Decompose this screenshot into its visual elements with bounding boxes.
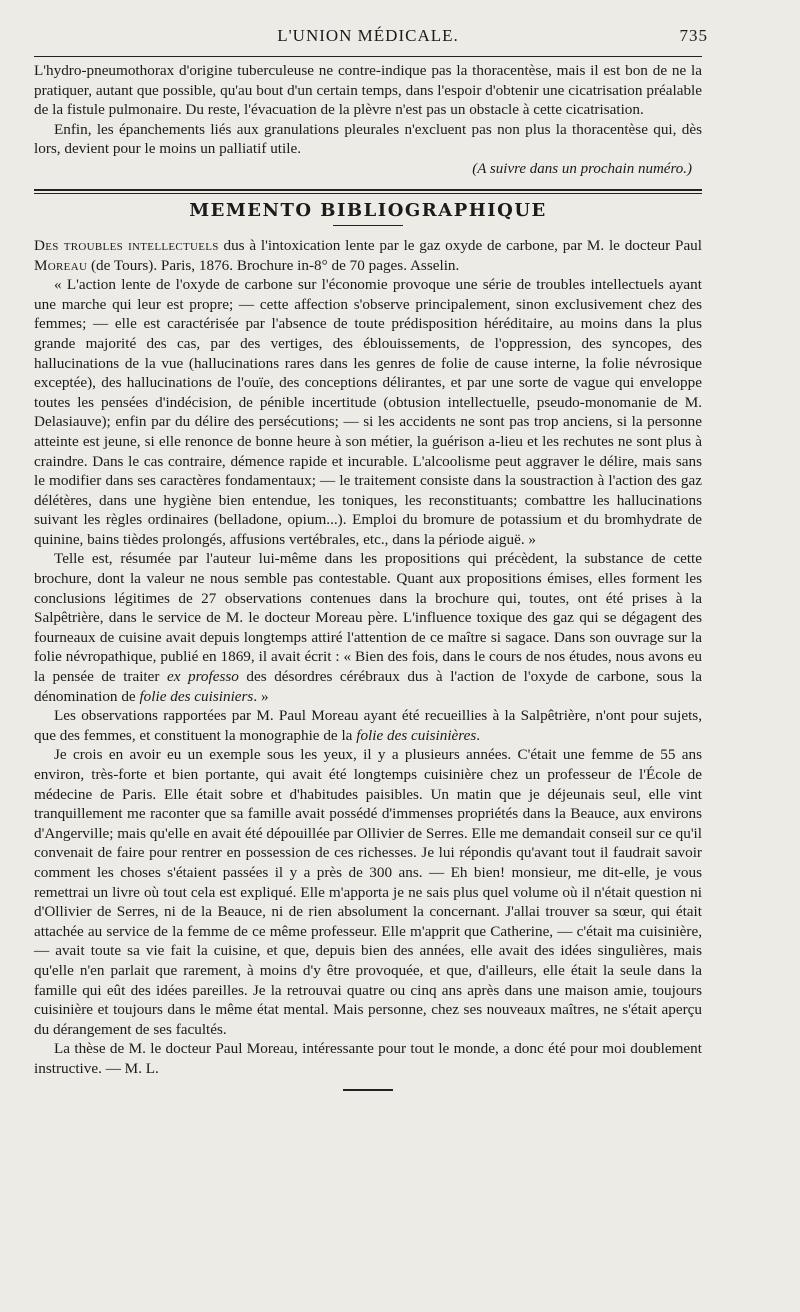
review-text <box>34 236 702 1079</box>
closing-rule <box>343 1089 393 1091</box>
entry-author: Moreau <box>34 256 88 274</box>
entry-title-lead: Des troubles intellectuels <box>34 236 219 254</box>
to-be-continued-note: (A suivre dans un prochain numéro.) <box>472 160 692 177</box>
review-p2-text-c: . » <box>253 687 269 705</box>
review-quote: « L'action lente de l'oxyde de carbone sur l'économie provoque une série de troubles intellectuels ayant une marche qui leur est propre; — cette affection s'observe principalement, sinon exclusivement chez des femmes; — elle est caractérisée par l'absence de toute prédisposition héréditaire, au moins dans la plus grande majorité des cas, par des vertiges, des éblouissements, de l'oppression, des syncopes, des hallucinations de la vue (hallucinations rares dans les genres de folie de cause interne, la folie névrosique exceptée), des hallucinations de l'ouïe, des conceptions délirantes, et par une sorte de vague qui enveloppe toutes les pensées d'indécision, de pénible incertitude (obtusion intellectuelle, pseudo-monomanie de M. Delasiauve); enfin par du délire des persécutions; — si les accidents ne sont pas trop anciens, si la personne atteinte est jeune, si elle renonce de bonne heure à son métier, la guérison a-lieu et les rechutes ne sont plus à craindre. Dans le cas contraire, démence rapide et incurable. L'alcoolisme peut aggraver le délire, mais sans le modifier dans ses caractères fondamentaux; — le traitement consiste dans la soustraction à l'action des gaz délétères, dans une hygiène bien entendue, les toniques, les reconstituants; combattre les hallucinations suivant les règles ordinaires (belladone, opium...). Emploi du bromure de potassium et du bromhydrate de quinine, bains tièdes prolongés, affusions vertébrales, etc., dans la période aiguë. » <box>34 276 702 548</box>
review-p2-text-a: Telle est, résumée par l'auteur lui-même dans les propositions qui précèdent, la substance de cette brochure, dont la valeur ne nous semble pas contestable. Quant aux propositions émises, elles forment les conclusions légitimes de 27 observations contenues dans la brochure qui, toutes, ont été prises à la Salpêtrière, dans le service de M. le docteur Moreau père. L'influence toxique des gaz qui se dégagent des fourneaux de cuisine avait depuis longtemps attiré l'attention de ce maître si sagace. Dans son ouvrage sur la folie névropathique, publié en 1869, il avait écrit : « Bien des fois, dans le cours de nos études, nous avons eu la pensée de traiter <box>34 550 702 686</box>
review-paragraph-4: Je crois en avoir eu un exemple sous les yeux, il y a plusieurs années. C'était une femme de 55 ans environ, très-forte et bien portante, qui avait été longtemps cuisinière chez un professeur de l'École de médecine de Paris. Elle était sobre et d'habitudes paisibles. Un matin que je déjeunais seul, elle vint tranquillement me raconter que sa famille avait possédé d'immenses propriétés dans la Beauce, aux environs d'Angerville; mais qu'elle en avait été dépouillée par Ollivier de Serres. Elle me demandait conseil sur ce qu'il convenait de faire pour rentrer en possession de ces richesses. Je lui répondis qu'avant tout il faudrait savoir comment les choses s'étaient passées il y a près de 300 ans. — Eh bien! monsieur, me dit-elle, je vous remettrai un livre où tout cela est expliqué. Elle m'apporta je ne sais plus quel volume où il n'était question ni d'Ollivier de Serres, ni de la Beauce, ni de rien absolument la concernant. J'allai trouver sa sœur, qui était attachée au service de la femme de ce même professeur. Elle m'apprit que Catherine, — c'était ma cuisinière, — avait toute sa vie fait la cuisine, et que, depuis bien des années, elle avait des idées singulières, mais qu'elle n'en parlait que rarement, à moins d'y être provoquée, et que, d'ailleurs, elle était la seule dans la famille qui eût des idées pareilles. Je la retrouvai quatre ou cinq ans après dans une maison amie, toujours cuisinière et toujours dans le même état mental. Mais personne, chez ses nouveaux maîtres, ne s'était aperçu du dérangement de ses facultés. <box>34 746 702 1038</box>
review-p2-italic-1: ex professo <box>166 668 239 686</box>
entry-title-rest: dus à l'intoxication lente par le gaz oxyde de carbone, par M. le docteur Paul <box>218 236 702 254</box>
review-paragraph-2 <box>34 549 702 706</box>
review-p3-text-b: . <box>476 726 481 744</box>
section-title-rule <box>333 225 403 226</box>
review-p2-italic-2: folie des cuisiniers <box>139 687 254 705</box>
entry-publication-info: (de Tours). Paris, 1876. Brochure in-8° de 70 pages. Asselin. <box>87 256 460 274</box>
running-head <box>34 22 708 56</box>
journal-title: L'UNION MÉDICALE. <box>277 26 459 45</box>
review-p3-italic: folie des cuisinières <box>356 726 477 744</box>
review-paragraph-3 <box>34 706 702 745</box>
review-p2-text-b: des désordres cérébraux dus à l'action de l'oxyde de carbone, sous la dénomination de <box>34 668 702 705</box>
header-rule <box>34 56 702 57</box>
continuation-paragraph-2: Enfin, les épanchements liés aux granulations pleurales n'excluent pas non plus la thoracentèse qui, dès lors, devient pour le moins un palliatif utile. <box>34 120 702 158</box>
section-title: MEMENTO BIBLIOGRAPHIQUE <box>189 199 547 221</box>
continuation-text <box>34 61 702 179</box>
page-number: 735 <box>679 26 708 45</box>
continuation-paragraph-1: L'hydro-pneumothorax d'origine tuberculeuse ne contre-indique pas la thoracentèse, mais il est bon de ne la pratiquer, autant que possible, qu'au bout d'un certain temps, dans l'espoir d'obtenir une cicatrisation préalable de la fistule pulmonaire. Du reste, l'évacuation de la plèvre n'est pas un obstacle à cette cicatrisation. <box>34 62 702 119</box>
review-paragraph-5: La thèse de M. le docteur Paul Moreau, intéressante pour tout le monde, a donc été pour moi doublement instructive. — M. L. <box>34 1040 702 1077</box>
section-divider <box>34 189 702 194</box>
bibliographic-entry <box>34 236 702 275</box>
review-p3-text-a: Les observations rapportées par M. Paul Moreau ayant été recueillies à la Salpêtrière, n'ont pour sujets, que des femmes, et constituent la monographie de la <box>34 707 702 744</box>
